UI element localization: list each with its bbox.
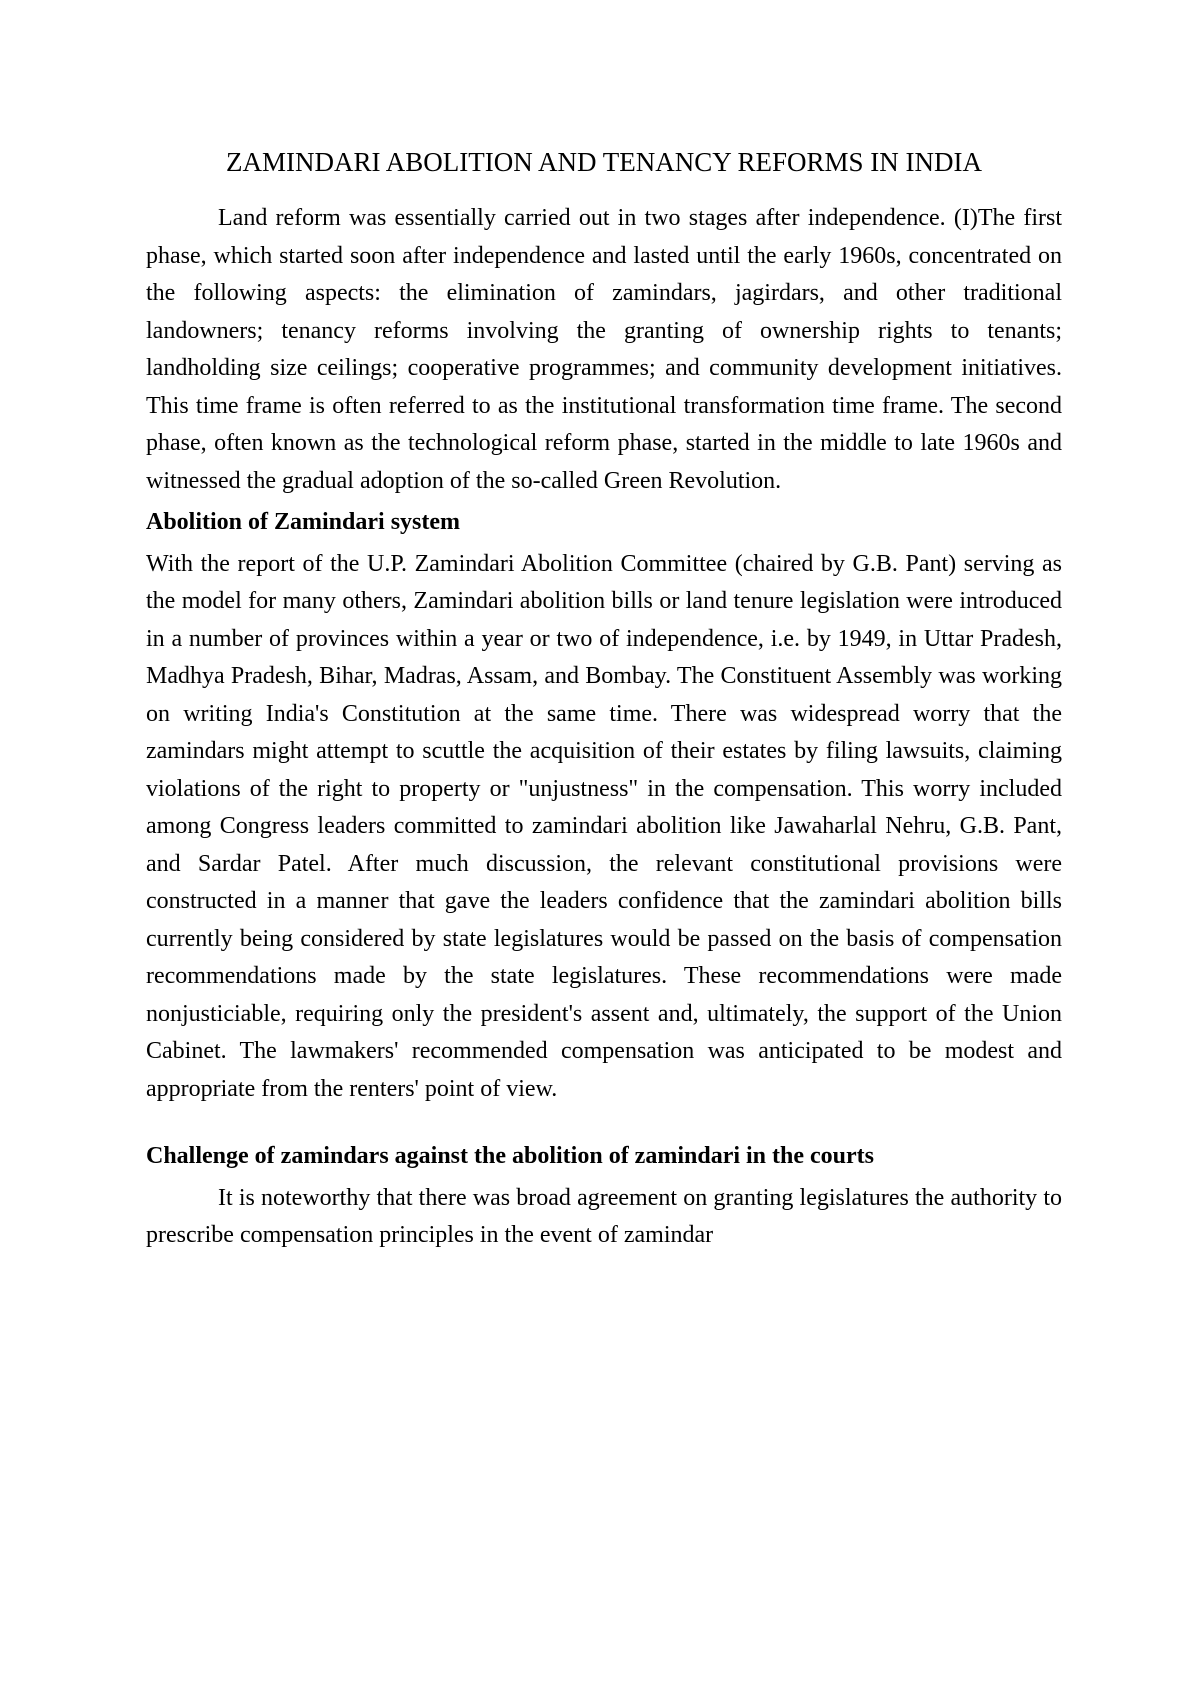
abolition-paragraph: With the report of the U.P. Zamindari Abolition Committee (chaired by G.B. Pant) serving as the model for many others, Zamindari abolition bills or land tenure legislation were introduced in a number of provinces within a year or two of independence, i.e. by 1949, in Uttar Pradesh, Madhya Pradesh, Bihar, Madras, Assam, and Bombay. The Constituent Assembly was working on writing India's Constitution at the same time. There was widespread worry that the zamindars might attempt to scuttle the acquisition of their estates by filing lawsuits, claiming violations of the right to property or "unjustness" in the compensation. This worry included among Congress leaders committed to zamindari abolition like Jawaharlal Nehru, G.B. Pant, and Sardar Patel. After much discussion, the relevant constitutional provisions were constructed in a manner that gave the leaders confidence that the zamindari abolition bills currently being considered by state legislatures would be passed on the basis of compensation recommendations made by the state legislatures. These recommendations were made nonjusticiable, requiring only the president's assent and, ultimately, the support of the Union Cabinet. The lawmakers' recommended compensation was anticipated to be modest and appropriate from the renters' point of view. — [146, 550, 1062, 1102]
intro-paragraph: Land reform was essentially carried out in two stages after independence. (I)The first phase, which started soon after independence and lasted until the early 1960s, concentrated on the following aspects: the elimination of zamindars, jagirdars, and other traditional landowners; tenancy reforms involving the granting of ownership rights to tenants; landholding size ceilings; cooperative programmes; and community development initiatives. This time frame is often referred to as the institutional transformation time frame. The second phase, often known as the technological reform phase, started in the middle to late 1960s and witnessed the gradual adoption of the so-called Green Revolution. — [146, 205, 1062, 494]
document-title: ZAMINDARI ABOLITION AND TENANCY REFORMS IN INDIA — [226, 147, 982, 177]
section-heading-abolition: Abolition of Zamindari system — [146, 509, 461, 535]
section-heading-challenge: Challenge of zamindars against the abolition of zamindari in the courts — [146, 1143, 875, 1169]
spacer — [146, 182, 1062, 200]
spacer — [146, 1108, 1062, 1138]
challenge-paragraph: It is noteworthy that there was broad agreement on granting legislatures the authority to prescribe compensation principles in the event of zamindar — [146, 1184, 1062, 1248]
document-body — [146, 142, 1062, 1255]
